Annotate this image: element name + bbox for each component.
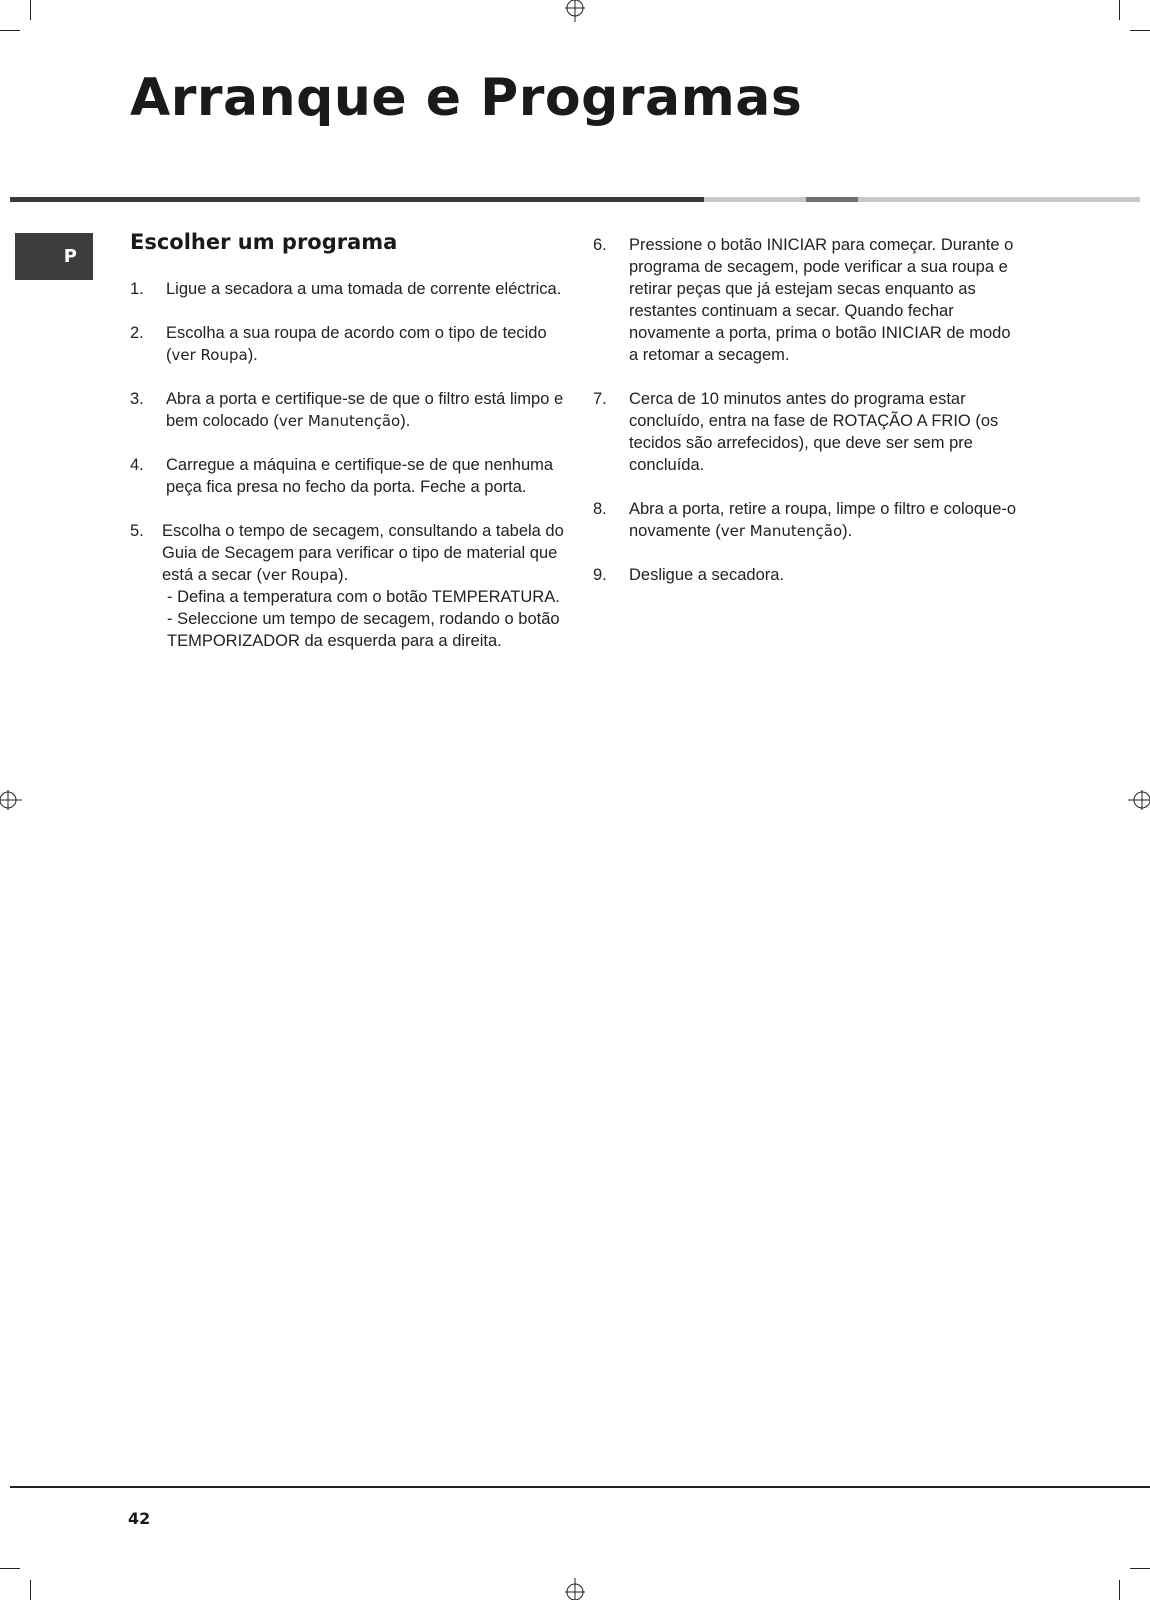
sub-step-temperature: - Defina a temperatura com o botão TEMPERATURA. xyxy=(167,588,560,606)
registration-mark xyxy=(1128,788,1150,812)
crop-mark xyxy=(0,1568,20,1569)
header-rule xyxy=(10,197,1140,202)
crop-mark xyxy=(1130,30,1150,31)
list-item xyxy=(593,564,1023,586)
header-rule-light xyxy=(858,197,1140,202)
crop-mark xyxy=(1130,1568,1150,1569)
list-item xyxy=(130,520,570,652)
registration-mark xyxy=(563,0,587,22)
crop-mark xyxy=(1119,0,1120,20)
section-title: Escolher um programa xyxy=(130,230,398,254)
step-text: Escolha a sua roupa de acordo com o tipo de tecido (ver Roupa). xyxy=(166,324,547,364)
cross-reference: ver Roupa xyxy=(261,566,339,584)
step-number: 1. xyxy=(130,280,144,298)
step-text: Pressione o botão INICIAR para começar. Durante o programa de secagem, pode verificar a sua roupa e retirar peças que já estejam secas enquanto as restantes continuam a secar. Quando fechar novamente a porta, prima o botão INICIAR de modo a retomar a secagem. xyxy=(629,236,1014,364)
header-rule-mid xyxy=(806,197,858,202)
cross-reference: ver Manutenção xyxy=(278,412,401,430)
sub-step-timer: - Seleccione um tempo de secagem, rodando o botão TEMPORIZADOR da esquerda para a direita. xyxy=(167,610,560,650)
step-number: 6. xyxy=(593,236,607,254)
crop-mark xyxy=(30,0,31,20)
list-item xyxy=(130,454,570,498)
step-number: 5. xyxy=(130,522,144,540)
step-number: 9. xyxy=(593,566,607,584)
cross-reference: ver Roupa xyxy=(171,346,248,364)
footer-rule xyxy=(10,1486,1150,1488)
page-number: 42 xyxy=(128,1509,151,1528)
crop-mark xyxy=(30,1580,31,1600)
step-text: Escolha o tempo de secagem, consultando a tabela do Guia de Secagem para verificar o tipo de material que está a secar (ver Roupa). - Defina a temperatura com o botão TEMPERATURA. - Seleccione um tempo de secagem, rodando o botão TEMPORIZADOR da esquerda para a direita. xyxy=(162,520,570,652)
registration-mark xyxy=(563,1578,587,1600)
list-item xyxy=(130,278,570,300)
step-number: 3. xyxy=(130,390,144,408)
step-text: Carregue a máquina e certifique-se de que nenhuma peça fica presa no fecho da porta. Feche a porta. xyxy=(166,456,554,496)
list-item xyxy=(593,388,1023,476)
left-column xyxy=(130,278,570,674)
step-text: Ligue a secadora a uma tomada de corrente eléctrica. xyxy=(166,280,562,298)
right-column xyxy=(593,234,1023,608)
step-text: Cerca de 10 minutos antes do programa estar concluído, entra na fase de ROTAÇÃO A FRIO (os tecidos são arrefecidos), que deve ser sem pre concluída. xyxy=(629,390,999,474)
step-text: Desligue a secadora. xyxy=(629,566,785,584)
cross-reference: ver Manutenção xyxy=(720,522,843,540)
language-tab: P xyxy=(15,233,93,280)
header-rule-dark xyxy=(10,197,704,202)
list-item xyxy=(593,498,1023,542)
list-item xyxy=(593,234,1023,366)
step-number: 8. xyxy=(593,500,607,518)
crop-mark xyxy=(0,30,20,31)
page-title: Arranque e Programas xyxy=(130,68,803,128)
step-text: Abra a porta, retire a roupa, limpe o filtro e coloque-o novamente (ver Manutenção). xyxy=(629,500,1017,540)
list-item xyxy=(130,388,570,432)
header-rule-light xyxy=(704,197,806,202)
crop-mark xyxy=(1119,1580,1120,1600)
step-text: Abra a porta e certifique-se de que o filtro está limpo e bem colocado (ver Manutenção). xyxy=(166,390,564,430)
list-item xyxy=(130,322,570,366)
step-number: 7. xyxy=(593,390,607,408)
registration-mark xyxy=(0,788,22,812)
step-number: 4. xyxy=(130,456,144,474)
step-number: 2. xyxy=(130,324,144,342)
